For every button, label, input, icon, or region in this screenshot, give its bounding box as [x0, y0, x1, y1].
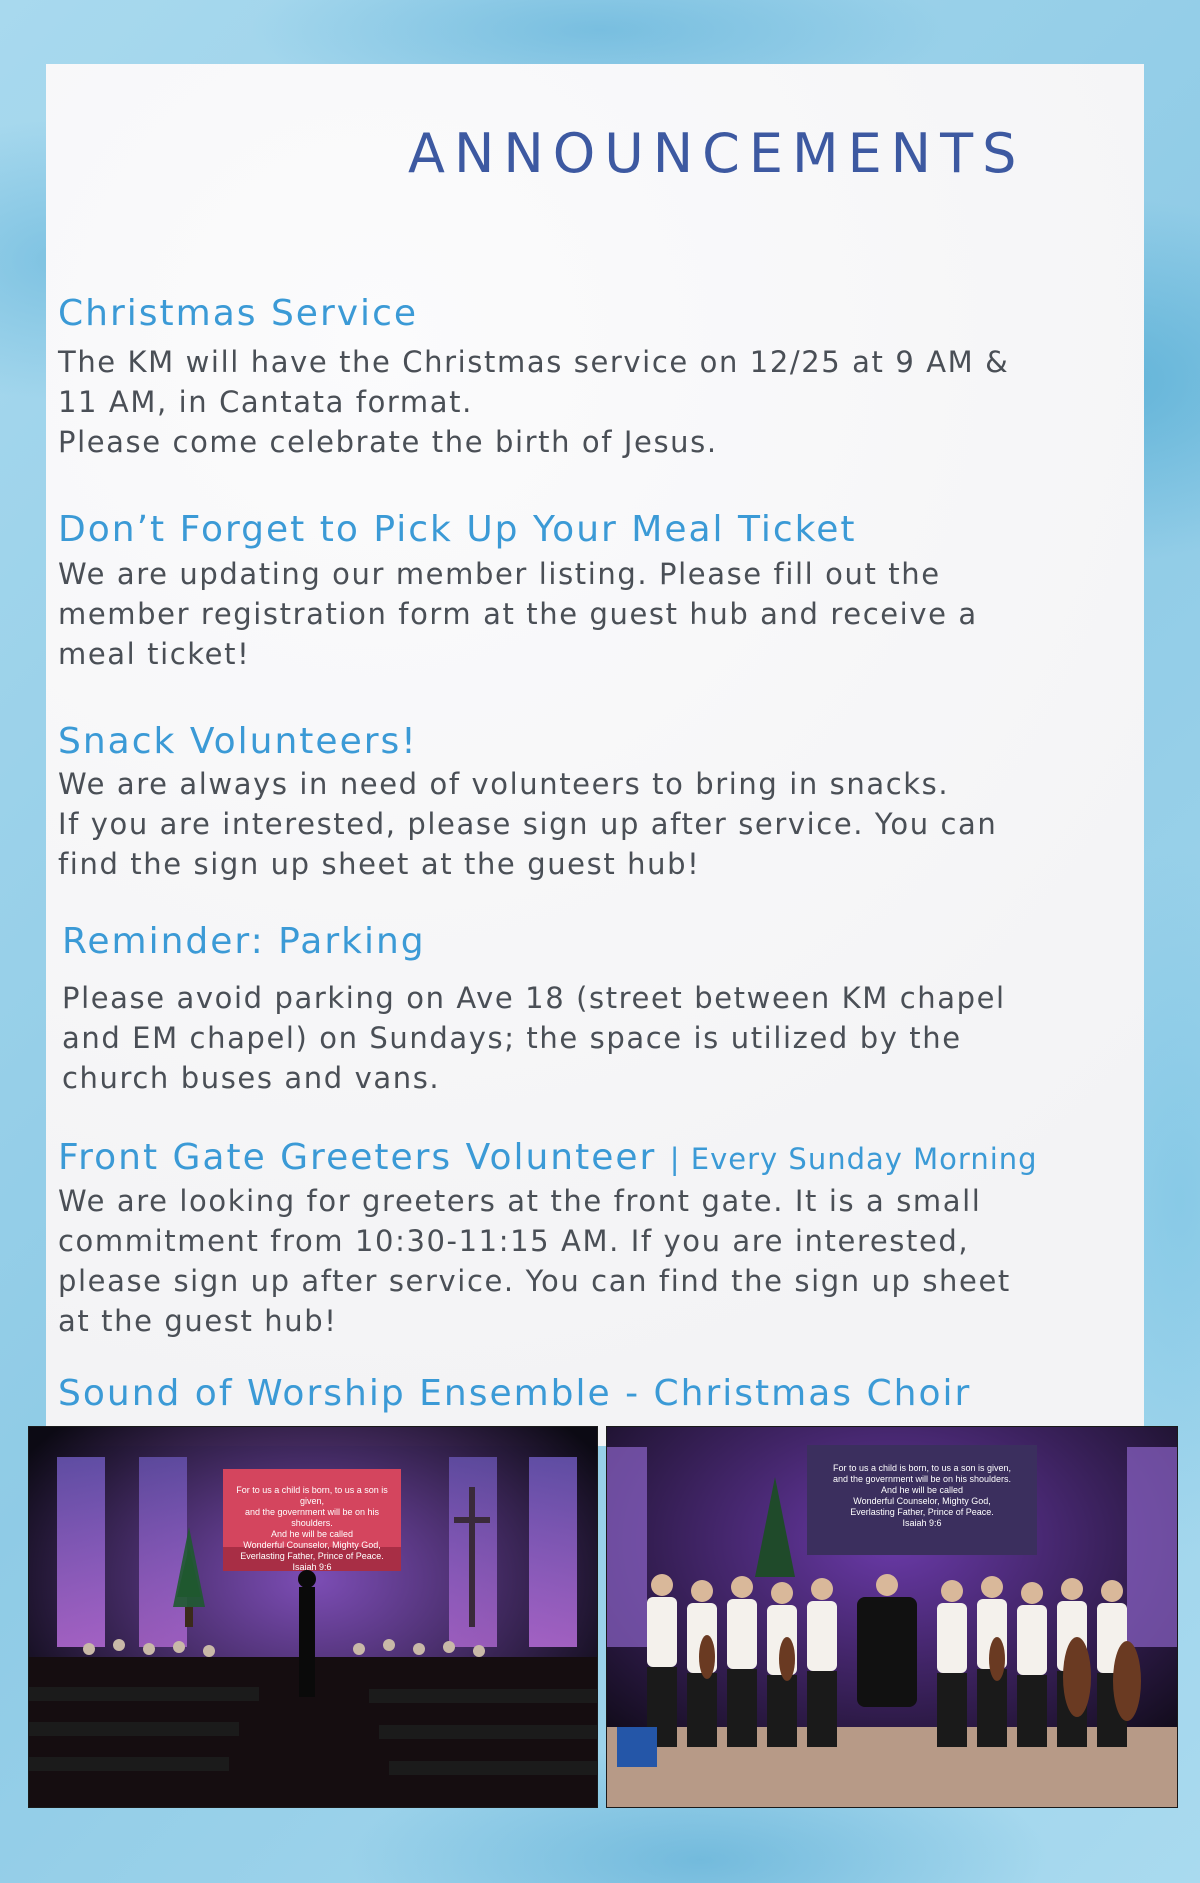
- section-heading: Don’t Forget to Pick Up Your Meal Ticket: [58, 509, 857, 550]
- section-meal-ticket: [58, 508, 1118, 674]
- heading-main: Front Gate Greeters Volunteer: [58, 1137, 657, 1178]
- verse-line: Everlasting Father, Prince of Peace.: [850, 1507, 994, 1517]
- section-choir: [58, 1372, 1118, 1416]
- section-heading: Sound of Worship Ensemble - Christmas Choir: [58, 1373, 972, 1414]
- heading-schedule: | Every Sunday Morning: [669, 1142, 1038, 1176]
- body-line: and EM chapel) on Sundays; the space is utilized by the: [62, 1021, 962, 1055]
- body-line: commitment from 10:30-11:15 AM. If you are interested,: [58, 1224, 970, 1258]
- verse-line: Everlasting Father, Prince of Peace.: [240, 1551, 384, 1561]
- body-line: We are always in need of volunteers to bring in snacks.: [58, 767, 950, 801]
- body-line: 11 AM, in Cantata format.: [58, 385, 473, 419]
- body-line: find the sign up sheet at the guest hub!: [58, 847, 701, 881]
- ensemble-photo-wide: [28, 1426, 598, 1808]
- choir-group-photo: [606, 1426, 1178, 1808]
- verse-line: Wonderful Counselor, Mighty God,: [243, 1540, 381, 1550]
- verse-line: And he will be called: [880, 1485, 964, 1495]
- section-heading: [58, 1136, 1118, 1181]
- verse-line: and the government will be on his shoulders.: [244, 1507, 380, 1528]
- verse-reference: Isaiah 9:6: [292, 1562, 332, 1572]
- section-christmas-service: [58, 292, 1118, 462]
- ensemble-photo-wide-image: [29, 1427, 597, 1807]
- section-heading: Reminder: Parking: [62, 921, 426, 962]
- body-line: church buses and vans.: [62, 1061, 441, 1095]
- section-body: [58, 1181, 1118, 1341]
- body-line: please sign up after service. You can find the sign up sheet: [58, 1264, 1011, 1298]
- section-heading: Snack Volunteers!: [58, 721, 418, 762]
- screen-verse: [225, 1485, 399, 1573]
- section-body: [58, 554, 1118, 674]
- body-line: The KM will have the Christmas service on 12/25 at 9 AM &: [58, 345, 1010, 379]
- verse-line: For to us a child is born, to us a son is given,: [236, 1485, 388, 1506]
- verse-line: For to us a child is born, to us a son is given,: [832, 1463, 1012, 1473]
- verse-line: and the government will be on his shoulders.: [832, 1474, 1012, 1484]
- section-body: [58, 342, 1118, 462]
- body-line: Please come celebrate the birth of Jesus.: [58, 425, 718, 459]
- body-line: meal ticket!: [58, 637, 251, 671]
- section-body: [58, 764, 1118, 884]
- page-title: ANNOUNCEMENTS: [408, 122, 1026, 185]
- section-heading: Christmas Service: [58, 293, 419, 334]
- body-line: If you are interested, please sign up after service. You can: [58, 807, 998, 841]
- body-line: We are looking for greeters at the front gate. It is a small: [58, 1184, 982, 1218]
- body-line: Please avoid parking on Ave 18 (street between KM chapel: [62, 981, 1006, 1015]
- verse-line: Wonderful Counselor, Mighty God,: [853, 1496, 991, 1506]
- section-snack-volunteers: [58, 720, 1118, 884]
- choir-photos: [28, 1426, 1176, 1806]
- screen-verse: [809, 1463, 1035, 1529]
- section-body: [62, 978, 1122, 1098]
- body-line: We are updating our member listing. Please fill out the: [58, 557, 941, 591]
- section-parking: [62, 920, 1122, 1098]
- body-line: at the guest hub!: [58, 1304, 338, 1338]
- section-front-gate-greeters: [58, 1136, 1118, 1341]
- body-line: member registration form at the guest hub and receive a: [58, 597, 978, 631]
- verse-line: And he will be called: [270, 1529, 354, 1539]
- verse-reference: Isaiah 9:6: [902, 1518, 942, 1528]
